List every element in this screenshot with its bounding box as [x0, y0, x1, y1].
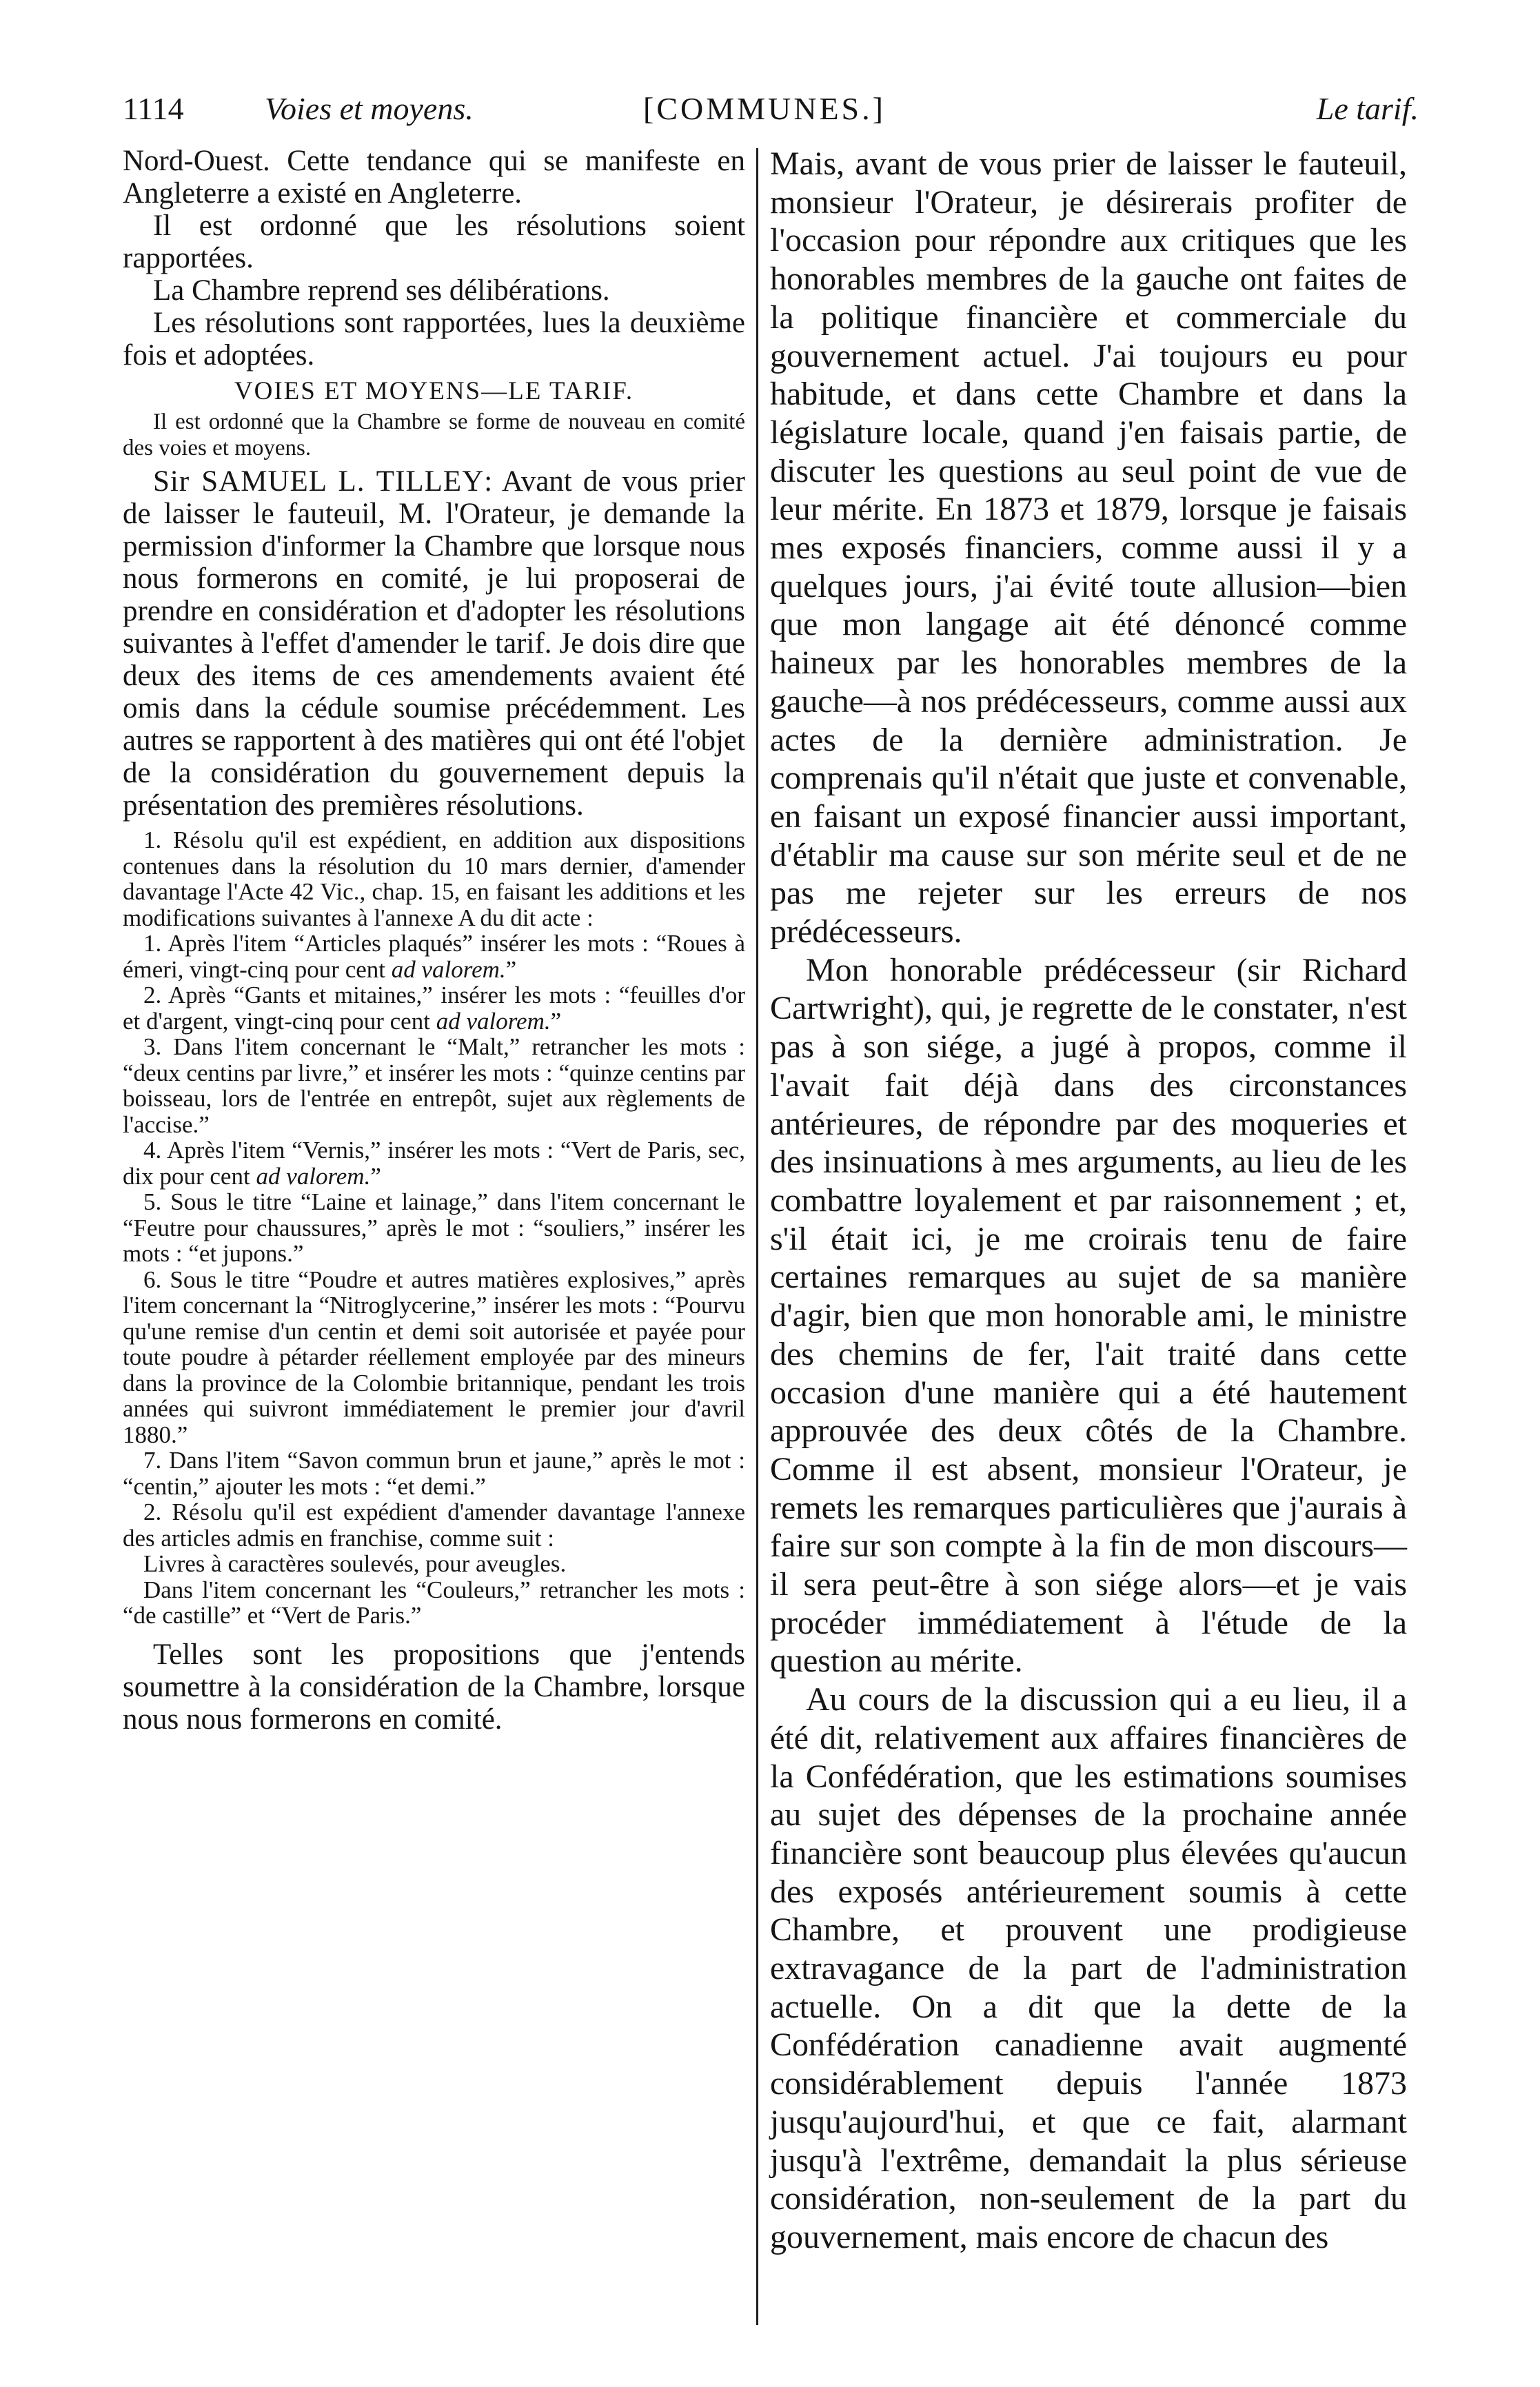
resolution-one [123, 827, 745, 931]
amendment-item [123, 1137, 745, 1189]
resolution-two [123, 1499, 745, 1551]
body-paragraph: Mais, avant de vous prier de laisser le fauteuil, monsieur l'Orateur, je désirerais profiter de l'occasion pour répondre aux critiques que les honorables membres de la gauche ont faites de la politique financière et commerciale du gouvernement actuel. J'ai toujours eu pour habitude, et dans cette Chambre et dans la législature locale, quand j'en faisais partie, de discuter les questions au seul point de vue de leur mérite. En 1873 et 1879, lorsque je faisais mes exposés financiers, comme aussi il y a quelques jours, j'ai évité toute allusion—bien que mon langage ait été dénoncé comme haineux par les honorables membres de la gauche—à nos prédécesseurs, comme aussi aux actes de la dernière administration. Je comprenais qu'il n'était que juste et convenable, en faisant un exposé financier aussi important, d'établir ma cause sur son mérite seul et de ne pas me rejeter sur les erreurs de nos prédécesseurs. [770, 145, 1407, 951]
item-text: 2. Après “Gants et mitaines,” insérer les mots : “feuilles d'or et d'argent, vingt-cinq pour cent [123, 982, 745, 1035]
body-paragraph: Au cours de la discussion qui a eu lieu, il a été dit, relativement aux affaires financières de la Confédération, que les estimations soumises au sujet des dépenses de la prochaine année financière sont beaucoup plus élevées qu'aucun des exposés antérieurement soumis à cette Chambre, et prouvent une prodigieuse extravagance de la part de l'administration actuelle. On a dit que la dette de la Confédération canadienne avait augmenté considérablement depuis l'année 1873 jusqu'aujourd'hui, et que ce fait, alarmant jusqu'à l'extrême, demandait la plus sérieuse considération, non-seulement de la part du gouvernement, mais encore de chacun des [770, 1681, 1407, 2255]
left-column [123, 145, 745, 1736]
section-title: VOIES ET MOYENS—LE TARIF. [234, 377, 634, 405]
item-italic: ad valorem. [391, 955, 506, 983]
item-tail: ” [370, 1162, 381, 1190]
resolution-text: qu'il est expédient d'amender davantage l'annexe des articles admis en franchise, comme suit : [123, 1499, 745, 1552]
amendment-item [123, 1448, 745, 1499]
closing-paragraph: Telles sont les propositions que j'entends soumettre à la considération de la Chambre, lorsque nous nous formerons en comité. [123, 1638, 745, 1736]
speech-text: : Avant de vous prier de laisser le fauteuil, M. l'Orateur, je demande la permission d'informer la Chambre que lorsque nous nous formerons en comité, je lui proposerai de prendre en considération et d'adopter les résolutions suivantes à l'effet d'amender le tarif. Je dois dire que deux des items de ces amendements avaient été omis dans la cédule soumise précédemment. Les autres se rapportent à des matières qui ont été l'objet de la considération du gouvernement depuis la présentation des premières résolutions. [123, 465, 745, 822]
page-number: 1114 [123, 91, 184, 126]
resolution-number: 2. [143, 1499, 172, 1525]
intro-paragraph: La Chambre reprend ses délibérations. [153, 274, 610, 307]
resolution-text: qu'il est expédient, en addition aux dispositions contenues dans la résolution du 10 mars dernier, d'amender davantage l'Acte 42 Vic., chap. 15, en faisant les additions et les modifications suivantes à l'annexe A du dit acte : [123, 826, 745, 931]
running-title-left: Voies et moyens. [265, 91, 474, 126]
page-header [123, 81, 1419, 136]
item-text: 6. Sous le titre “Poudre et autres matières explosives,” après l'item concernant la “Nitroglycerine,” insérer les mots : “Pourvu qu'une remise d'un centin et demi soit autorisée et payée pour toute poudre à pétarder réellement employée par des mineurs dans la province de la Colombie britannique, pendant les trois années qui suivront immédiatement le premier jour d'avril 1880.” [123, 1266, 745, 1448]
resolution-lead: Résolu [172, 1499, 243, 1525]
item-italic: ad valorem. [436, 1007, 551, 1035]
running-title-right: Le tarif. [1316, 91, 1419, 126]
running-title-center: [COMMUNES.] [643, 91, 886, 126]
amendment-item [123, 1267, 745, 1448]
item-text: 5. Sous le titre “Laine et lainage,” dans l'item concernant le “Feutre pour chaussures,” après le mot : “souliers,” insérer les mots : “et jupons.” [123, 1188, 745, 1267]
item-tail: ” [505, 955, 517, 983]
item-italic: ad valorem. [256, 1162, 371, 1190]
item-text: 3. Dans l'item concernant le “Malt,” retrancher les mots : “deux centins par livre,” et insérer les mots : “quinze centins par boisseau, lors de l'entrée en entrepôt, sujet aux règlements de l'accise.” [123, 1033, 745, 1138]
intro-paragraph: Les résolutions sont rapportées, lues la deuxième fois et adoptées. [123, 307, 745, 372]
intro-paragraph: Il est ordonné que les résolutions soient rapportées. [123, 210, 745, 274]
amendment-item [123, 982, 745, 1034]
item-text: 4. Après l'item “Vernis,” insérer les mots : “Vert de Paris, sec, dix pour cent [123, 1137, 745, 1190]
colors-line: Dans l'item concernant les “Couleurs,” retrancher les mots : “de castille” et “Vert de Paris.” [123, 1576, 745, 1629]
amendment-item [123, 931, 745, 982]
item-text: 1. Après l'item “Articles plaqués” insérer les mots : “Roues à émeri, vingt-cinq pour cent [123, 930, 745, 983]
column-divider [756, 148, 758, 2325]
item-tail: ” [550, 1007, 562, 1035]
intro-paragraph: Nord-Ouest. Cette tendance qui se manifeste en Angleterre a existé en Angleterre. [123, 145, 745, 210]
books-line: Livres à caractères soulevés, pour aveugles. [143, 1550, 567, 1577]
right-column [770, 145, 1407, 2257]
item-text: 7. Dans l'item “Savon commun brun et jaune,” après le mot : “centin,” ajouter les mots : “et demi.” [123, 1447, 745, 1500]
resolution-number: 1. [143, 826, 173, 853]
speaker-name: Sir SAMUEL L. TILLEY [153, 465, 485, 498]
body-paragraph: Mon honorable prédécesseur (sir Richard Cartwright), qui, je regrette de le constater, n'est pas à son siége, a jugé à propos, comme il l'avait fait déjà dans des circonstances antérieures, de répondre par des moqueries et des insinuations à mes arguments, au lieu de les combattre loyalement et par raisonnement ; et, s'il était ici, je me croirais tenu de faire certaines remarques au sujet de sa manière d'agir, bien que mon honorable ami, le ministre des chemins de fer, l'ait traité dans cette occasion d'une manière qui a été hautement approuvée des deux côtés de la Chambre. Comme il est absent, monsieur l'Orateur, je remets les remarques particulières que j'aurais à faire sur son compte à la fin de mon discours—il sera peut-être à son siége alors—et je vais procéder immédiatement à l'étude de la question au mérite. [770, 951, 1407, 1680]
amendment-item [123, 1034, 745, 1137]
amendment-item [123, 1189, 745, 1267]
resolution-lead: Résolu [172, 826, 245, 853]
speech-paragraph [123, 465, 745, 822]
motion-text: Il est ordonné que la Chambre se forme de nouveau en comité des voies et moyens. [123, 409, 745, 460]
